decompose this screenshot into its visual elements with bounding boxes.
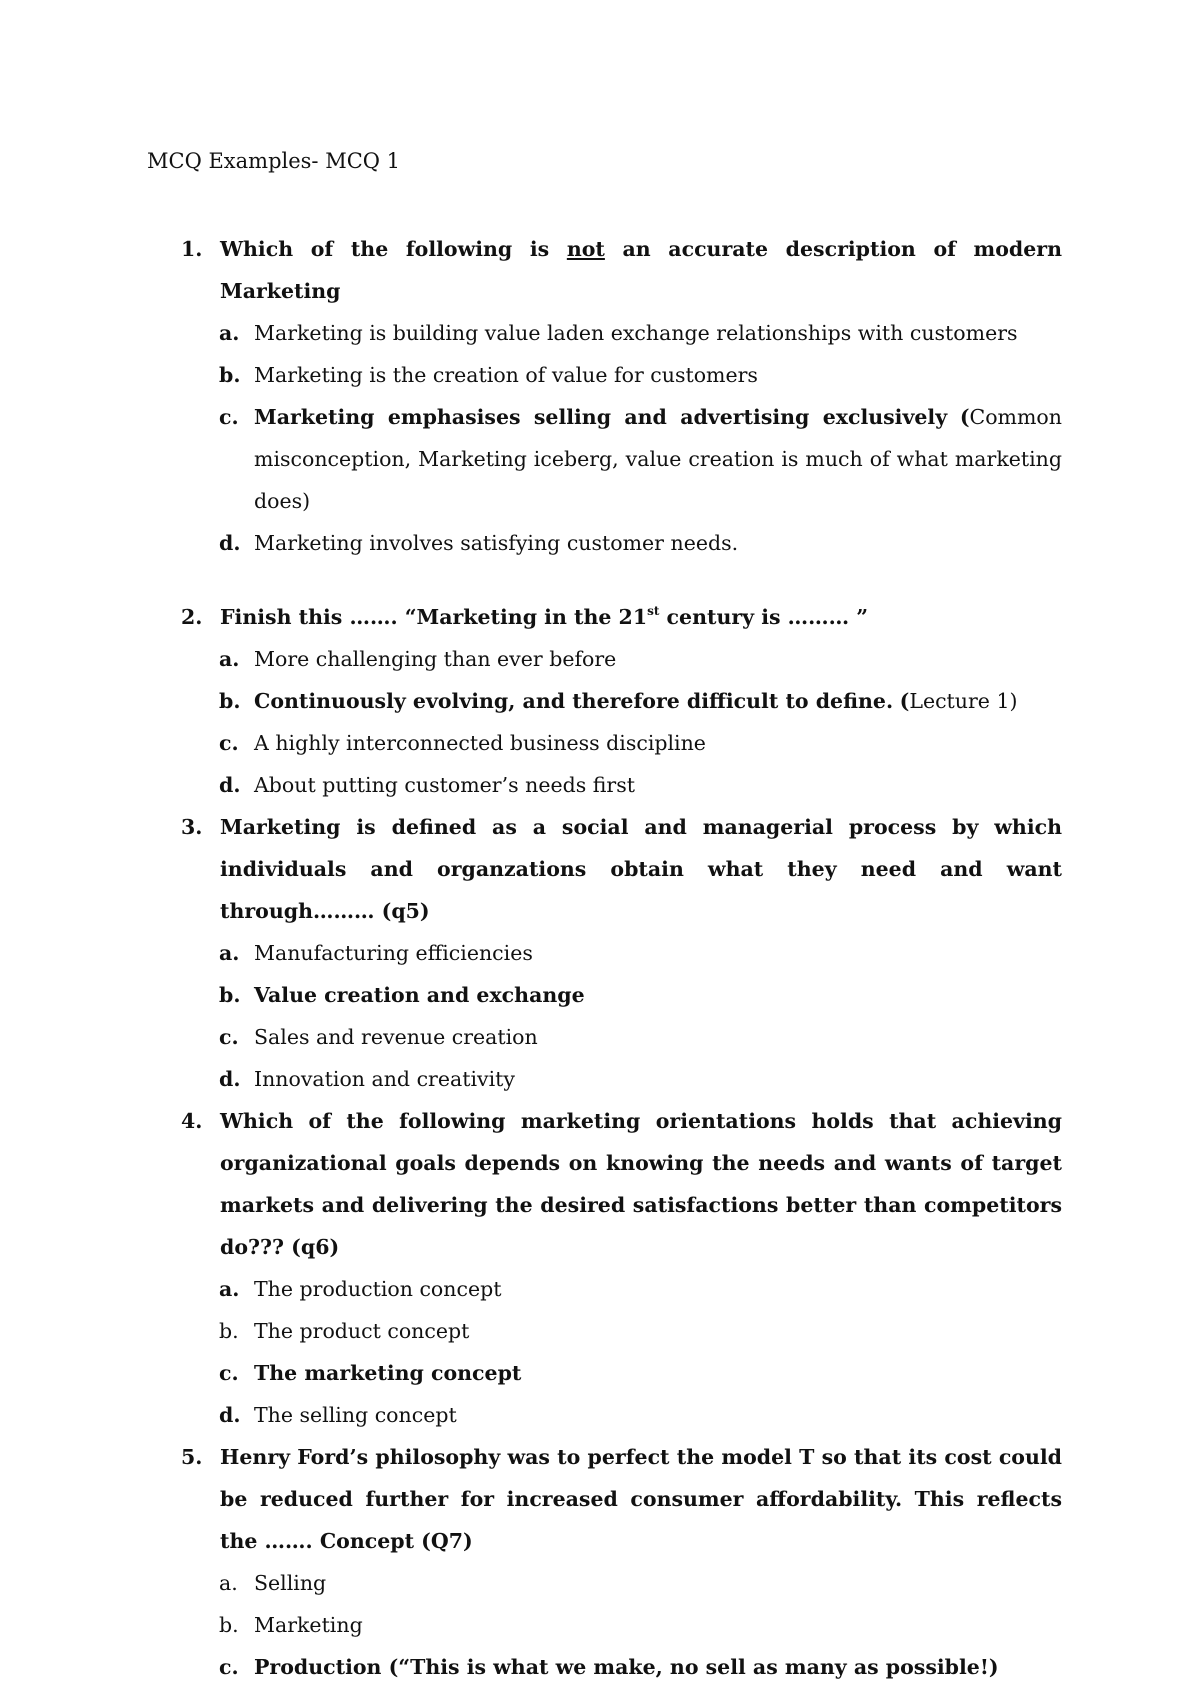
option-list [220, 638, 1062, 806]
option-text: Marketing is the creation of value for customers [254, 363, 758, 387]
question-text-underlined: not [566, 237, 605, 261]
option-d [220, 522, 1062, 564]
option-letter: d. [219, 531, 241, 555]
option-a [220, 638, 1062, 680]
option-list [220, 312, 1062, 564]
question-text [220, 596, 1062, 638]
question-text: Marketing is defined as a social and managerial process by which individuals and organzations obtain what they need and want through……… (q5) [220, 815, 1062, 923]
option-text: Production (“This is what we make, no sell as many as possible!) [254, 1655, 999, 1679]
option-b-correct [220, 680, 1062, 722]
option-text: Value creation and exchange [254, 983, 585, 1007]
option-a [220, 1562, 1062, 1604]
option-letter: a. [219, 941, 240, 965]
option-list [220, 932, 1062, 1100]
option-text: Selling [254, 1571, 327, 1595]
question-text-part: (q6) [284, 1235, 340, 1259]
question-number: 1. [181, 237, 203, 261]
question-number: 4. [181, 1109, 203, 1133]
option-text: The product concept [254, 1319, 470, 1343]
option-letter: a. [219, 1571, 238, 1595]
option-c-correct [220, 1646, 1062, 1688]
question-5 [147, 1436, 1062, 1688]
option-letter: b. [219, 363, 241, 387]
option-letter: a. [219, 647, 240, 671]
option-d [220, 1058, 1062, 1100]
option-note [900, 689, 1018, 713]
option-text: More challenging than ever before [254, 647, 617, 671]
option-text: Sales and revenue creation [254, 1025, 538, 1049]
option-a [220, 932, 1062, 974]
option-list [220, 1562, 1062, 1688]
option-letter: c. [219, 405, 239, 429]
question-number: 5. [181, 1445, 203, 1469]
question-text-part: Which of the following is [220, 237, 567, 261]
question-4 [147, 1100, 1062, 1436]
option-letter: c. [219, 731, 239, 755]
option-text: Manufacturing efficiencies [254, 941, 533, 965]
note-text: Lecture 1) [909, 689, 1018, 713]
question-1 [147, 228, 1062, 564]
option-b [220, 1604, 1062, 1646]
question-2 [147, 596, 1062, 806]
question-list [147, 228, 1062, 1688]
option-text: The selling concept [254, 1403, 457, 1427]
option-letter: c. [219, 1361, 239, 1385]
question-3 [147, 806, 1062, 1100]
option-text: Marketing emphasises selling and advertising exclusively [254, 405, 948, 429]
option-text: Marketing is building value laden exchange relationships with customers [254, 321, 1018, 345]
option-d [220, 764, 1062, 806]
option-a [220, 1268, 1062, 1310]
option-letter: d. [219, 773, 241, 797]
option-text: The production concept [254, 1277, 502, 1301]
question-text-part: Which of the following marketing orientations holds that achieving organizational goals depends on knowing the needs and wants of target markets and delivering the desired satisfactions better than competitors do??? [220, 1109, 1062, 1259]
question-text [220, 1100, 1062, 1268]
question-number: 2. [181, 605, 203, 629]
option-letter: c. [219, 1655, 239, 1679]
question-number: 3. [181, 815, 203, 839]
option-letter: c. [219, 1025, 239, 1049]
option-b [220, 354, 1062, 396]
note-paren: ( [899, 689, 910, 713]
question-text-part: an accurate description of modern Marketing [220, 237, 1062, 303]
question-text-part: Finish this ……. “Marketing in the 21 [220, 605, 648, 629]
option-text: Marketing involves satisfying customer needs. [254, 531, 739, 555]
document-title: MCQ Examples- MCQ 1 [147, 149, 401, 173]
option-letter: b. [219, 689, 241, 713]
option-text: The marketing concept [254, 1361, 522, 1385]
option-text: Marketing [254, 1613, 363, 1637]
question-text: Henry Ford’s philosophy was to perfect the model T so that its cost could be reduced further for increased consumer affordability. This reflects the ……. Concept (Q7) [220, 1445, 1062, 1553]
option-text: A highly interconnected business discipline [254, 731, 706, 755]
option-text: Continuously evolving, and therefore difficult to define. [254, 689, 894, 713]
question-text-superscript: st [647, 604, 660, 618]
option-letter: b. [219, 1319, 239, 1343]
option-list [220, 1268, 1062, 1436]
question-text [220, 228, 1062, 312]
option-text: About putting customer’s needs first [254, 773, 635, 797]
option-d [220, 1394, 1062, 1436]
option-a [220, 312, 1062, 354]
option-b-correct [220, 974, 1062, 1016]
option-c-correct [220, 396, 1062, 522]
option-letter: b. [219, 1613, 239, 1637]
option-b [220, 1310, 1062, 1352]
option-letter: a. [219, 321, 240, 345]
option-letter: b. [219, 983, 241, 1007]
option-c [220, 1016, 1062, 1058]
option-letter: d. [219, 1067, 241, 1091]
option-letter: d. [219, 1403, 241, 1427]
option-letter: a. [219, 1277, 240, 1301]
option-c-correct [220, 1352, 1062, 1394]
note-text: Common misconception, Marketing iceberg, value creation is much of what marketing does) [254, 405, 1062, 513]
option-text: Innovation and creativity [254, 1067, 515, 1091]
option-c [220, 722, 1062, 764]
question-text-part: century is ……… ” [659, 605, 869, 629]
note-paren: ( [959, 405, 970, 429]
